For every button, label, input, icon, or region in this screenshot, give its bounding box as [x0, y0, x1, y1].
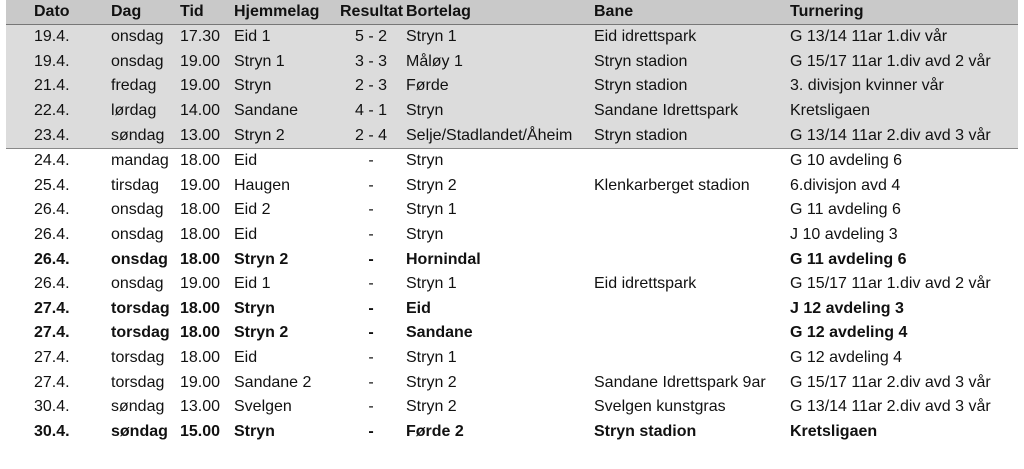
cell-resultat: - — [368, 398, 374, 416]
cell-hjemmelag: Eid 1 — [234, 275, 271, 293]
cell-bortelag: Stryn — [406, 99, 594, 124]
cell-turnering: G 15/17 11ar 1.div avd 2 vår — [790, 275, 991, 293]
cell-dag: onsdag — [111, 226, 164, 244]
cell-bane — [594, 321, 790, 346]
cell-dag: søndag — [111, 123, 180, 148]
cell-bortelag: Stryn 2 — [406, 373, 457, 391]
cell-dag: søndag — [111, 398, 165, 416]
cell-resultat: 2 - 4 — [336, 123, 406, 148]
cell-bane: Eid idrettspark — [594, 275, 697, 293]
cell-hjemmelag: Sandane 2 — [234, 373, 312, 391]
cell-resultat: - — [368, 201, 374, 219]
cell-hjemmelag: Stryn — [234, 299, 275, 317]
cell-bane — [594, 198, 790, 223]
cell-dag: mandag — [111, 152, 169, 170]
cell-dato: 19.4. — [6, 25, 111, 50]
cell-dato: 21.4. — [6, 74, 111, 99]
cell-resultat: - — [368, 275, 374, 293]
table-row — [6, 420, 1018, 445]
cell-tid: 19.00 — [180, 74, 234, 99]
cell-dag: lørdag — [111, 99, 180, 124]
cell-dag: torsdag — [111, 349, 165, 367]
cell-bortelag: Hornindal — [406, 250, 481, 268]
cell-dag: fredag — [111, 74, 180, 99]
match-schedule-table — [6, 0, 1018, 444]
cell-dato: 23.4. — [6, 123, 111, 148]
cell-tid: 18.00 — [180, 349, 221, 367]
cell-bortelag: Selje/Stadlandet/Åheim — [406, 123, 594, 148]
cell-resultat: - — [368, 152, 374, 170]
cell-tid: 15.00 — [180, 422, 221, 440]
header-resultat: Resultat — [336, 0, 406, 25]
table-row — [6, 297, 1018, 322]
header-dato: Dato — [6, 0, 111, 25]
cell-tid: 18.00 — [180, 226, 221, 244]
cell-turnering: G 11 avdeling 6 — [790, 250, 907, 268]
cell-turnering: J 10 avdeling 3 — [790, 226, 898, 244]
table-row — [6, 346, 1018, 371]
cell-bortelag: Førde 2 — [406, 422, 464, 440]
cell-dato: 27.4. — [34, 373, 70, 391]
cell-bane: Svelgen kunstgras — [594, 398, 726, 416]
cell-dato: 26.4. — [34, 201, 70, 219]
table-row — [6, 395, 1018, 420]
cell-resultat: 3 - 3 — [336, 50, 406, 75]
cell-resultat: - — [368, 250, 374, 268]
header-turnering: Turnering — [790, 0, 1018, 25]
cell-bane — [594, 247, 790, 272]
cell-bane: Klenkarberget stadion — [594, 176, 750, 194]
cell-bortelag: Stryn 2 — [406, 176, 457, 194]
cell-dato: 22.4. — [6, 99, 111, 124]
cell-tid: 18.00 — [180, 152, 221, 170]
header-hjemmelag: Hjemmelag — [234, 0, 336, 25]
table-row — [6, 198, 1018, 223]
cell-dag: onsdag — [111, 201, 164, 219]
table-row — [6, 148, 1018, 173]
cell-dato: 30.4. — [34, 422, 70, 440]
cell-dato: 19.4. — [6, 50, 111, 75]
cell-tid: 19.00 — [180, 275, 221, 293]
cell-hjemmelag: Stryn 2 — [234, 250, 289, 268]
cell-hjemmelag: Haugen — [234, 176, 291, 194]
cell-bane: Eid idrettspark — [594, 25, 790, 50]
cell-turnering: Kretsligaen — [790, 422, 878, 440]
cell-hjemmelag: Sandane — [234, 99, 336, 124]
table-row — [6, 25, 1018, 50]
cell-bortelag: Stryn 1 — [406, 201, 457, 219]
cell-dag: søndag — [111, 422, 168, 440]
cell-hjemmelag: Stryn 2 — [234, 123, 336, 148]
cell-bortelag: Måløy 1 — [406, 50, 594, 75]
header-dag: Dag — [111, 0, 180, 25]
cell-dag: onsdag — [111, 275, 164, 293]
cell-hjemmelag: Svelgen — [234, 398, 292, 416]
cell-hjemmelag: Stryn — [234, 422, 275, 440]
cell-bane: Stryn stadion — [594, 74, 790, 99]
cell-bortelag: Stryn — [406, 152, 444, 170]
cell-tid: 13.00 — [180, 398, 221, 416]
cell-dag: onsdag — [111, 250, 168, 268]
cell-tid: 13.00 — [180, 123, 234, 148]
cell-resultat: - — [368, 422, 374, 440]
cell-turnering: G 11 avdeling 6 — [790, 201, 901, 219]
cell-turnering: Kretsligaen — [790, 99, 1018, 124]
cell-bane — [594, 223, 790, 248]
table-row — [6, 99, 1018, 124]
table-row — [6, 74, 1018, 99]
cell-turnering: G 13/14 11ar 1.div vår — [790, 25, 1018, 50]
cell-hjemmelag: Stryn 2 — [234, 324, 289, 342]
table-row — [6, 50, 1018, 75]
cell-dato: 26.4. — [34, 226, 70, 244]
table-row — [6, 247, 1018, 272]
cell-bortelag: Stryn 1 — [406, 275, 457, 293]
cell-bane: Stryn stadion — [594, 123, 790, 148]
cell-resultat: - — [368, 176, 374, 194]
cell-turnering: G 10 avdeling 6 — [790, 152, 903, 170]
cell-resultat: - — [368, 373, 374, 391]
cell-bortelag: Eid — [406, 299, 431, 317]
cell-hjemmelag: Stryn 1 — [234, 50, 336, 75]
cell-resultat: - — [368, 349, 374, 367]
cell-dato: 26.4. — [34, 250, 70, 268]
cell-hjemmelag: Eid 1 — [234, 25, 336, 50]
header-bane: Bane — [594, 0, 790, 25]
cell-dag: torsdag — [111, 299, 170, 317]
cell-dato: 26.4. — [34, 275, 70, 293]
cell-tid: 19.00 — [180, 176, 221, 194]
cell-tid: 19.00 — [180, 373, 221, 391]
cell-turnering: J 12 avdeling 3 — [790, 299, 904, 317]
cell-resultat: 2 - 3 — [336, 74, 406, 99]
cell-resultat: - — [368, 226, 374, 244]
cell-resultat: 5 - 2 — [336, 25, 406, 50]
cell-resultat: 4 - 1 — [336, 99, 406, 124]
cell-turnering: G 13/14 11ar 2.div avd 3 vår — [790, 123, 1018, 148]
cell-dato: 27.4. — [34, 324, 70, 342]
cell-bane — [594, 346, 790, 371]
cell-bane: Sandane Idrettspark 9ar — [594, 373, 766, 391]
cell-hjemmelag: Eid — [234, 226, 258, 244]
cell-bortelag: Stryn 1 — [406, 25, 594, 50]
cell-bane: Sandane Idrettspark — [594, 99, 790, 124]
cell-bortelag: Førde — [406, 74, 594, 99]
cell-dato: 27.4. — [34, 349, 70, 367]
cell-hjemmelag: Eid 2 — [234, 201, 271, 219]
cell-bane: Stryn stadion — [594, 50, 790, 75]
cell-tid: 18.00 — [180, 250, 221, 268]
table-row — [6, 223, 1018, 248]
cell-hjemmelag: Eid — [234, 152, 258, 170]
cell-dag: torsdag — [111, 324, 170, 342]
cell-hjemmelag: Eid — [234, 349, 258, 367]
cell-tid: 19.00 — [180, 50, 234, 75]
cell-tid: 18.00 — [180, 299, 221, 317]
cell-tid: 17.30 — [180, 25, 234, 50]
header-row — [6, 0, 1018, 25]
cell-dato: 27.4. — [34, 299, 70, 317]
cell-turnering: G 13/14 11ar 2.div avd 3 vår — [790, 398, 991, 416]
cell-bortelag: Stryn — [406, 226, 444, 244]
cell-turnering: 3. divisjon kvinner vår — [790, 74, 1018, 99]
table-row — [6, 321, 1018, 346]
cell-bortelag: Sandane — [406, 324, 473, 342]
cell-turnering: G 15/17 11ar 2.div avd 3 vår — [790, 373, 991, 391]
cell-bane: Stryn stadion — [594, 422, 697, 440]
cell-resultat: - — [368, 324, 374, 342]
cell-tid: 18.00 — [180, 201, 221, 219]
cell-turnering: G 12 avdeling 4 — [790, 324, 908, 342]
cell-bane — [594, 297, 790, 322]
cell-dato: 30.4. — [34, 398, 70, 416]
cell-bortelag: Stryn 1 — [406, 349, 457, 367]
cell-turnering: G 15/17 11ar 1.div avd 2 vår — [790, 50, 1018, 75]
table-row — [6, 174, 1018, 199]
cell-hjemmelag: Stryn — [234, 74, 336, 99]
cell-dato: 25.4. — [34, 176, 70, 194]
table-row — [6, 272, 1018, 297]
header-bortelag: Bortelag — [406, 0, 594, 25]
cell-dag: tirsdag — [111, 176, 160, 194]
cell-dato: 24.4. — [34, 152, 70, 170]
cell-dag: onsdag — [111, 50, 180, 75]
cell-dag: onsdag — [111, 25, 180, 50]
table-row — [6, 123, 1018, 148]
cell-dag: torsdag — [111, 373, 165, 391]
cell-tid: 14.00 — [180, 99, 234, 124]
cell-turnering: 6.divisjon avd 4 — [790, 176, 901, 194]
cell-bane — [594, 148, 790, 173]
header-tid: Tid — [180, 0, 234, 25]
cell-turnering: G 12 avdeling 4 — [790, 349, 903, 367]
table-row — [6, 370, 1018, 395]
cell-tid: 18.00 — [180, 324, 221, 342]
cell-resultat: - — [368, 299, 374, 317]
cell-bortelag: Stryn 2 — [406, 398, 457, 416]
